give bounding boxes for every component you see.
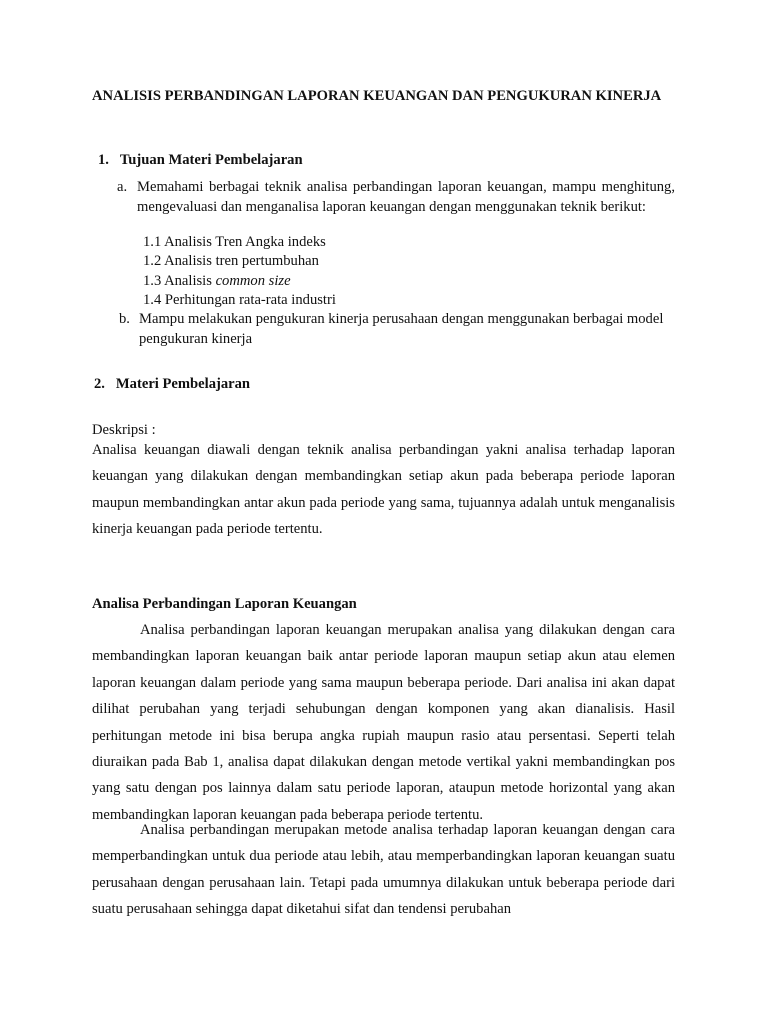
- list-item-a: [117, 178, 675, 238]
- list-item-b: [119, 310, 675, 350]
- section-1-heading: [98, 150, 303, 170]
- subitem-1-1: 1.1 Analisis Tren Angka indeks: [143, 234, 326, 250]
- list-item-b-text: Mampu melakukan pengukuran kinerja perusahaan dengan menggunakan berbagai model pengukuran kinerja: [139, 311, 664, 347]
- deskripsi-label: Deskripsi :: [92, 422, 156, 438]
- paragraph-1: Analisa perbandingan laporan keuangan merupakan analisa yang dilakukan dengan cara membandingkan laporan keuangan baik antar periode laporan maupun setiap akun atau elemen laporan keuangan dalam periode yang sama maupun beberapa periode. Dari analisa ini akan dapat dilihat perubahan yang terjadi sehubungan dengan komponen yang akan dianalisis. Hasil perhitungan metode ini bisa berupa angka rupiah maupun rasio atau persentasi. Seperti telah diuraikan pada Bab 1, analisa dapat dilakukan dengan metode vertikal yakni membandingkan pos yang satu dengan pos lainnya dalam satu periode laporan, ataupun metode horizontal yang akan membandingkan laporan keuangan pada beberapa periode tertentu.: [92, 622, 675, 823]
- subitem-1-3-italic: common size: [215, 273, 291, 289]
- section-2-number: 2.: [94, 376, 105, 392]
- subitem-1-2: 1.2 Analisis tren pertumbuhan: [143, 253, 319, 269]
- section-1-number: 1.: [98, 152, 109, 168]
- section-2-heading: [94, 374, 250, 394]
- list-item-a-label: a.: [117, 179, 128, 195]
- section-2-title: Materi Pembelajaran: [115, 376, 251, 392]
- list-item-a-text: Memahami berbagai teknik analisa perbandingan laporan keuangan, mampu menghitung, mengevaluasi dan menganalisa laporan keuangan dengan menggunakan teknik berikut:: [137, 179, 675, 215]
- document-title: ANALISIS PERBANDINGAN LAPORAN KEUANGAN DAN PENGUKURAN KINERJA: [92, 88, 662, 104]
- subitem-1-3-prefix: 1.3 Analisis: [143, 273, 216, 289]
- subitem-1-3: [143, 272, 291, 292]
- deskripsi-paragraph: Analisa keuangan diawali dengan teknik analisa perbandingan yakni analisa terhadap laporan keuangan yang dilakukan dengan membandingkan setiap akun pada beberapa periode laporan maupun membandingkan antar akun pada periode yang sama, tujuannya adalah untuk menganalisis kinerja keuangan pada periode tertentu.: [92, 442, 675, 538]
- subsection-heading: Analisa Perbandingan Laporan Keuangan: [92, 596, 357, 612]
- paragraph-2: Analisa perbandingan merupakan metode analisa terhadap laporan keuangan dengan cara memperbandingkan untuk dua periode atau lebih, atau memperbandingkan laporan keuangan suatu perusahaan dengan perusahaan lain. Tetapi pada umumnya dilakukan untuk beberapa periode dari suatu perusahaan sehingga dapat diketahui sifat dan tendensi perubahan: [92, 822, 675, 918]
- subitem-1-4: 1.4 Perhitungan rata-rata industri: [143, 292, 336, 308]
- list-item-b-label: b.: [119, 311, 130, 327]
- section-1-title: Tujuan Materi Pembelajaran: [119, 152, 303, 168]
